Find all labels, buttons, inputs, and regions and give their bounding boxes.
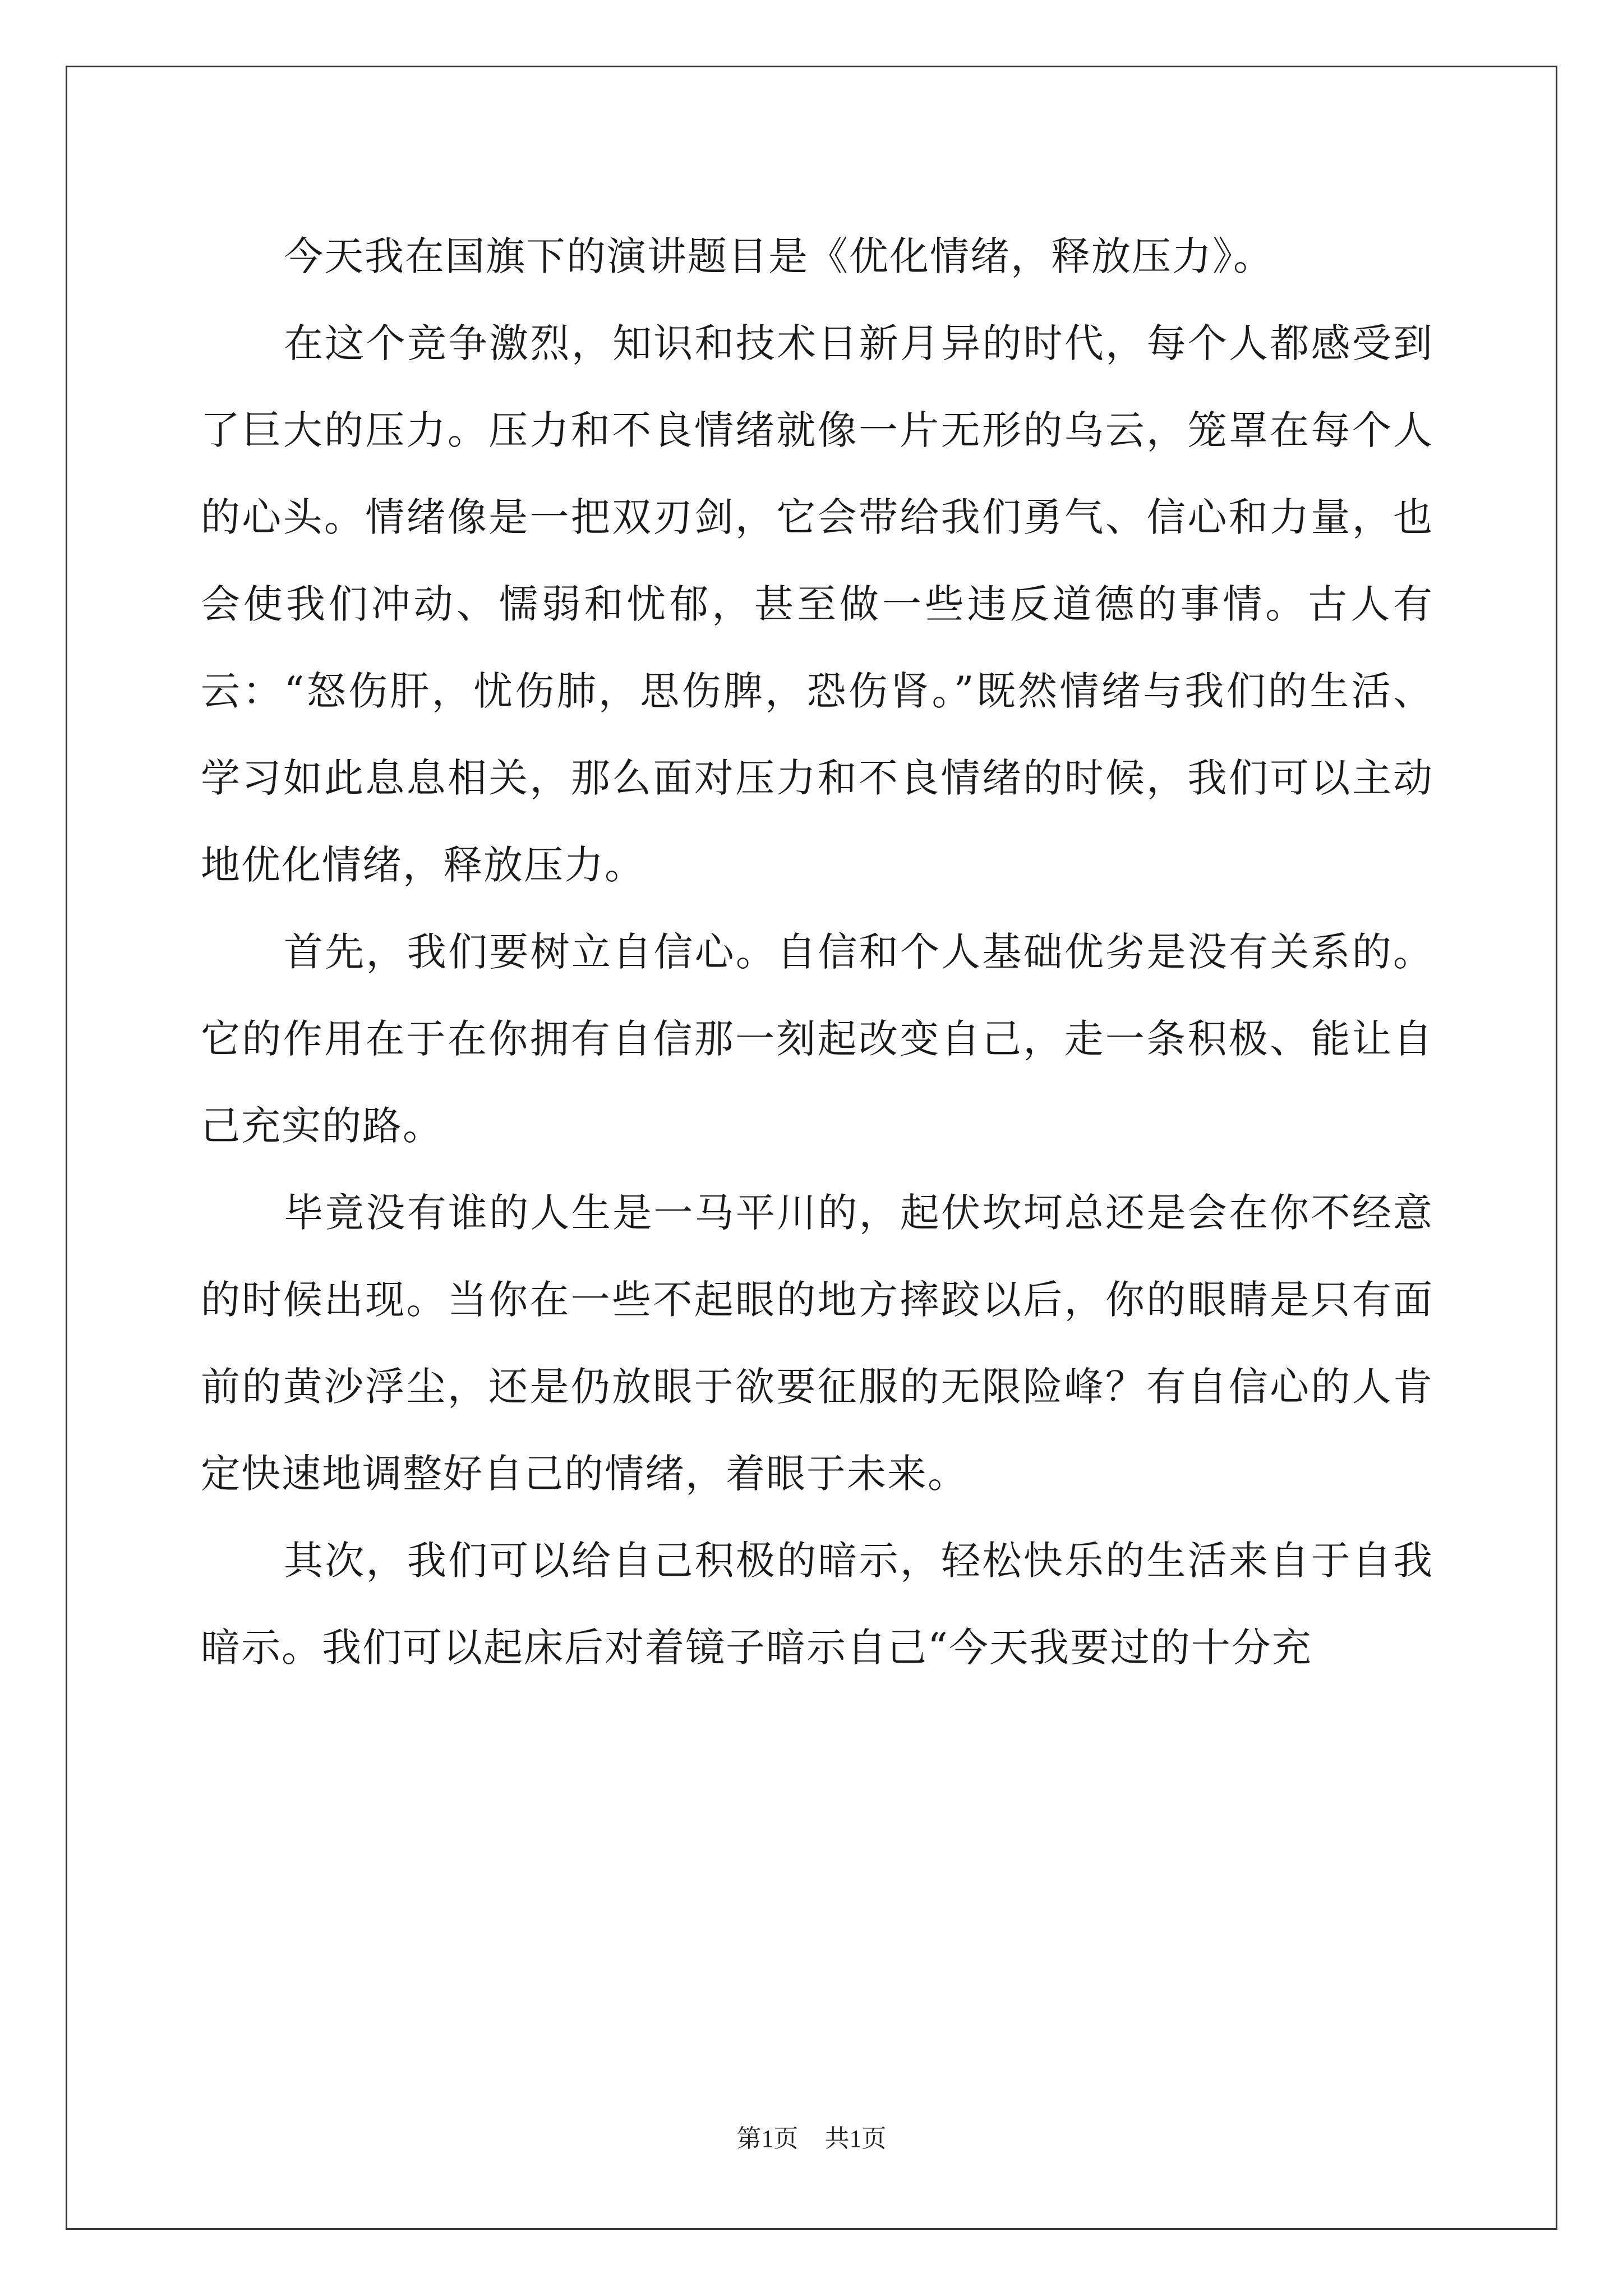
paragraph-1: 今天我在国旗下的演讲题目是《优化情绪，释放压力》。 (284, 233, 1274, 279)
page-number-current: 第1页 (736, 2125, 799, 2152)
page-footer (0, 2118, 1623, 2154)
paragraph-2: 在这个竞争激烈，知识和技术日新月异的时代，每个人都感受到了巨大的压力。压力和不良情绪就像一片无形的乌云，笼罩在每个人的心头。情绪像是一把双刃剑，它会带给我们勇气、信心和力量，也会使我们冲动、懦弱和忧郁，甚至做一些违反道德的事情。古人有云：“怒伤肝，忧伤肺，思伤脾，恐伤肾。”既然情绪与我们的生活、学习如此息息相关，那么面对压力和不良情绪的时候，我们可以主动地优化情绪，释放压力。 (201, 320, 1433, 888)
paragraph-4: 毕竟没有谁的人生是一马平川的，起伏坎坷总还是会在你不经意的时候出现。当你在一些不起眼的地方摔跤以后，你的眼睛是只有面前的黄沙浮尘，还是仍放眼于欲要征服的无限险峰？有自信心的人肯定快速地调整好自己的情绪，着眼于未来。 (201, 1190, 1433, 1497)
page-number-total: 共1页 (824, 2125, 887, 2152)
document-body (201, 213, 1433, 1691)
paragraph-5: 其次，我们可以给自己积极的暗示，轻松快乐的生活来自于自我暗示。我们可以起床后对着镜子暗示自己“今天我要过的十分充 (201, 1538, 1433, 1671)
paragraph-3: 首先，我们要树立自信心。自信和个人基础优劣是没有关系的。它的作用在于在你拥有自信那一刻起改变自己，走一条积极、能让自己充实的路。 (201, 929, 1433, 1149)
